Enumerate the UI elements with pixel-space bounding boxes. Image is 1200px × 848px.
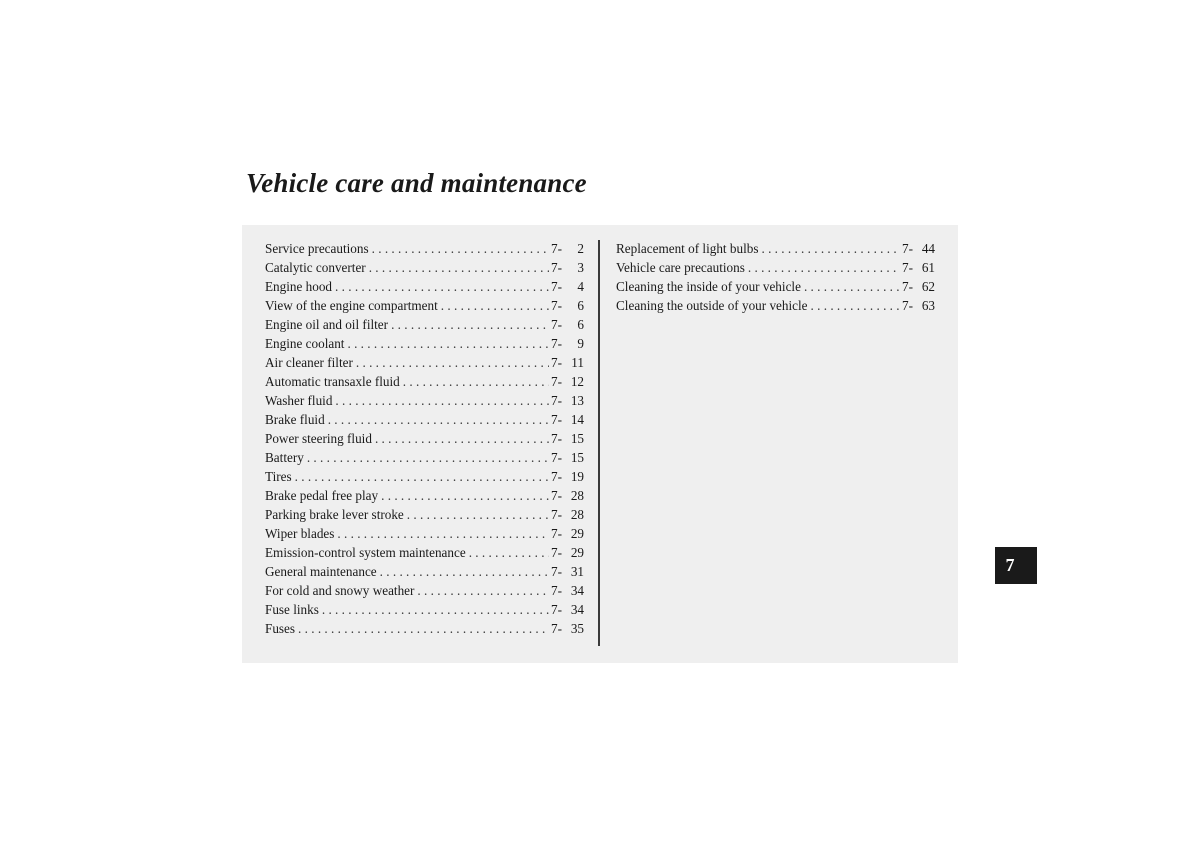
dot-leader xyxy=(356,353,549,372)
dot-leader xyxy=(335,391,549,410)
chapter-tab xyxy=(995,547,1037,584)
toc-entry-chapter: 7- xyxy=(551,317,562,332)
toc-entry-page: 62 xyxy=(921,279,935,294)
toc-entry[interactable] xyxy=(265,429,584,448)
toc-entry-page: 63 xyxy=(921,298,935,313)
dot-leader xyxy=(804,277,900,296)
toc-entry-label: Emission-control system maintenance xyxy=(265,545,466,560)
toc-entry-label: Engine hood xyxy=(265,279,333,294)
toc-entry[interactable] xyxy=(265,258,584,277)
dot-leader xyxy=(407,505,549,524)
dot-leader xyxy=(391,315,549,334)
toc-entry-chapter: 7- xyxy=(551,412,562,427)
toc-entry-page: 28 xyxy=(570,507,584,522)
toc-entry-label: Automatic transaxle fluid xyxy=(265,374,400,389)
dot-leader xyxy=(347,334,549,353)
column-divider xyxy=(598,240,600,646)
toc-entry-page: 6 xyxy=(577,298,584,313)
toc-entry[interactable] xyxy=(265,581,584,600)
toc-entry-page: 44 xyxy=(921,241,935,256)
toc-entry-page: 2 xyxy=(577,241,584,256)
dot-leader xyxy=(375,429,549,448)
toc-entry-page: 9 xyxy=(577,336,584,351)
dot-leader xyxy=(369,258,549,277)
toc-entry[interactable] xyxy=(265,391,584,410)
toc-entry-page: 14 xyxy=(570,412,584,427)
toc-entry-label: Service precautions xyxy=(265,241,369,256)
toc-entry-label: Fuses xyxy=(265,621,296,636)
dot-leader xyxy=(372,239,549,258)
toc-entry-chapter: 7- xyxy=(551,393,562,408)
toc-entry[interactable] xyxy=(265,543,584,562)
toc-entry-label: Parking brake lever stroke xyxy=(265,507,404,522)
toc-entry[interactable] xyxy=(265,467,584,486)
toc-entry-chapter: 7- xyxy=(551,450,562,465)
toc-entry-label: Vehicle care precautions xyxy=(616,260,745,275)
toc-entry-chapter: 7- xyxy=(551,488,562,503)
toc-entry-chapter: 7- xyxy=(551,602,562,617)
toc-entry[interactable] xyxy=(265,505,584,524)
toc-entry-chapter: 7- xyxy=(902,279,913,294)
toc-entry-chapter: 7- xyxy=(551,507,562,522)
dot-leader xyxy=(322,600,549,619)
toc-entry-chapter: 7- xyxy=(551,241,562,256)
toc-entry-page: 15 xyxy=(570,450,584,465)
toc-entry-page: 4 xyxy=(577,279,584,294)
toc-entry-chapter: 7- xyxy=(551,336,562,351)
toc-entry-chapter: 7- xyxy=(551,279,562,294)
toc-entry[interactable] xyxy=(265,448,584,467)
toc-entry-page: 34 xyxy=(570,583,584,598)
dot-leader xyxy=(380,562,549,581)
toc-entry-label: View of the engine compartment xyxy=(265,298,438,313)
toc-entry[interactable] xyxy=(616,296,935,315)
toc-entry[interactable] xyxy=(265,315,584,334)
toc-entry[interactable] xyxy=(265,524,584,543)
dot-leader xyxy=(381,486,549,505)
toc-entry-chapter: 7- xyxy=(551,469,562,484)
toc-entry-chapter: 7- xyxy=(551,564,562,579)
toc-entry-label: Engine oil and oil filter xyxy=(265,317,389,332)
toc-entry[interactable] xyxy=(616,277,935,296)
dot-leader xyxy=(403,372,549,391)
toc-entry-page: 34 xyxy=(570,602,584,617)
toc-entry-label: Power steering fluid xyxy=(265,431,372,446)
dot-leader xyxy=(748,258,900,277)
toc-entry-chapter: 7- xyxy=(551,355,562,370)
toc-entry[interactable] xyxy=(265,353,584,372)
toc-entry[interactable] xyxy=(616,258,935,277)
toc-entry-label: Air cleaner filter xyxy=(265,355,353,370)
toc-entry-page: 12 xyxy=(570,374,584,389)
toc-entry-label: Brake pedal free play xyxy=(265,488,379,503)
toc-entry-page: 3 xyxy=(577,260,584,275)
toc-entry[interactable] xyxy=(265,296,584,315)
toc-entry-label: Replacement of light bulbs xyxy=(616,241,759,256)
toc-entry-page: 31 xyxy=(570,564,584,579)
toc-entry-label: Cleaning the outside of your vehicle xyxy=(616,298,808,313)
dot-leader xyxy=(335,277,549,296)
toc-entry[interactable] xyxy=(265,334,584,353)
toc-entry-chapter: 7- xyxy=(902,260,913,275)
toc-entry[interactable] xyxy=(265,277,584,296)
toc-entry[interactable] xyxy=(265,619,584,638)
toc-entry-chapter: 7- xyxy=(551,621,562,636)
toc-entry-label: Engine coolant xyxy=(265,336,345,351)
dot-leader xyxy=(761,239,900,258)
toc-entry-chapter: 7- xyxy=(551,583,562,598)
page-title: Vehicle care and maintenance xyxy=(246,168,587,198)
dot-leader xyxy=(811,296,900,315)
toc-column-left xyxy=(265,239,584,638)
toc-entry[interactable] xyxy=(265,600,584,619)
dot-leader xyxy=(298,619,549,638)
dot-leader xyxy=(307,448,549,467)
dot-leader xyxy=(417,581,549,600)
toc-entry-chapter: 7- xyxy=(902,241,913,256)
toc-entry-label: Cleaning the inside of your vehicle xyxy=(616,279,801,294)
toc-entry-page: 29 xyxy=(570,545,584,560)
toc-entry-label: Catalytic converter xyxy=(265,260,366,275)
toc-entry-chapter: 7- xyxy=(902,298,913,313)
chapter-tab-number: 7 xyxy=(1005,555,1015,575)
toc-entry-chapter: 7- xyxy=(551,374,562,389)
toc-entry-page: 15 xyxy=(570,431,584,446)
toc-entry-page: 13 xyxy=(570,393,584,408)
dot-leader xyxy=(469,543,549,562)
toc-column-right xyxy=(616,239,935,315)
toc-entry-page: 6 xyxy=(577,317,584,332)
dot-leader xyxy=(295,467,549,486)
toc-entry-page: 19 xyxy=(570,469,584,484)
toc-entry-label: Tires xyxy=(265,469,292,484)
toc-entry-chapter: 7- xyxy=(551,431,562,446)
toc-entry-page: 29 xyxy=(570,526,584,541)
toc-entry[interactable] xyxy=(265,239,584,258)
toc-entry-page: 61 xyxy=(921,260,935,275)
toc-entry-label: Battery xyxy=(265,450,304,465)
toc-entry-label: Fuse links xyxy=(265,602,319,617)
toc-entry[interactable] xyxy=(616,239,935,258)
toc-entry[interactable] xyxy=(265,372,584,391)
toc-entry-chapter: 7- xyxy=(551,545,562,560)
toc-entry-chapter: 7- xyxy=(551,526,562,541)
toc-entry-chapter: 7- xyxy=(551,260,562,275)
dot-leader xyxy=(441,296,549,315)
toc-entry-label: Washer fluid xyxy=(265,393,333,408)
toc-entry-label: General maintenance xyxy=(265,564,377,579)
toc-entry[interactable] xyxy=(265,410,584,429)
toc-entry-label: For cold and snowy weather xyxy=(265,583,415,598)
toc-entry-label: Wiper blades xyxy=(265,526,335,541)
dot-leader xyxy=(328,410,549,429)
toc-entry[interactable] xyxy=(265,562,584,581)
toc-entry-page: 28 xyxy=(570,488,584,503)
dot-leader xyxy=(337,524,549,543)
toc-entry-label: Brake fluid xyxy=(265,412,325,427)
toc-entry-page: 11 xyxy=(571,355,584,370)
toc-entry-chapter: 7- xyxy=(551,298,562,313)
toc-entry[interactable] xyxy=(265,486,584,505)
toc-entry-page: 35 xyxy=(570,621,584,636)
